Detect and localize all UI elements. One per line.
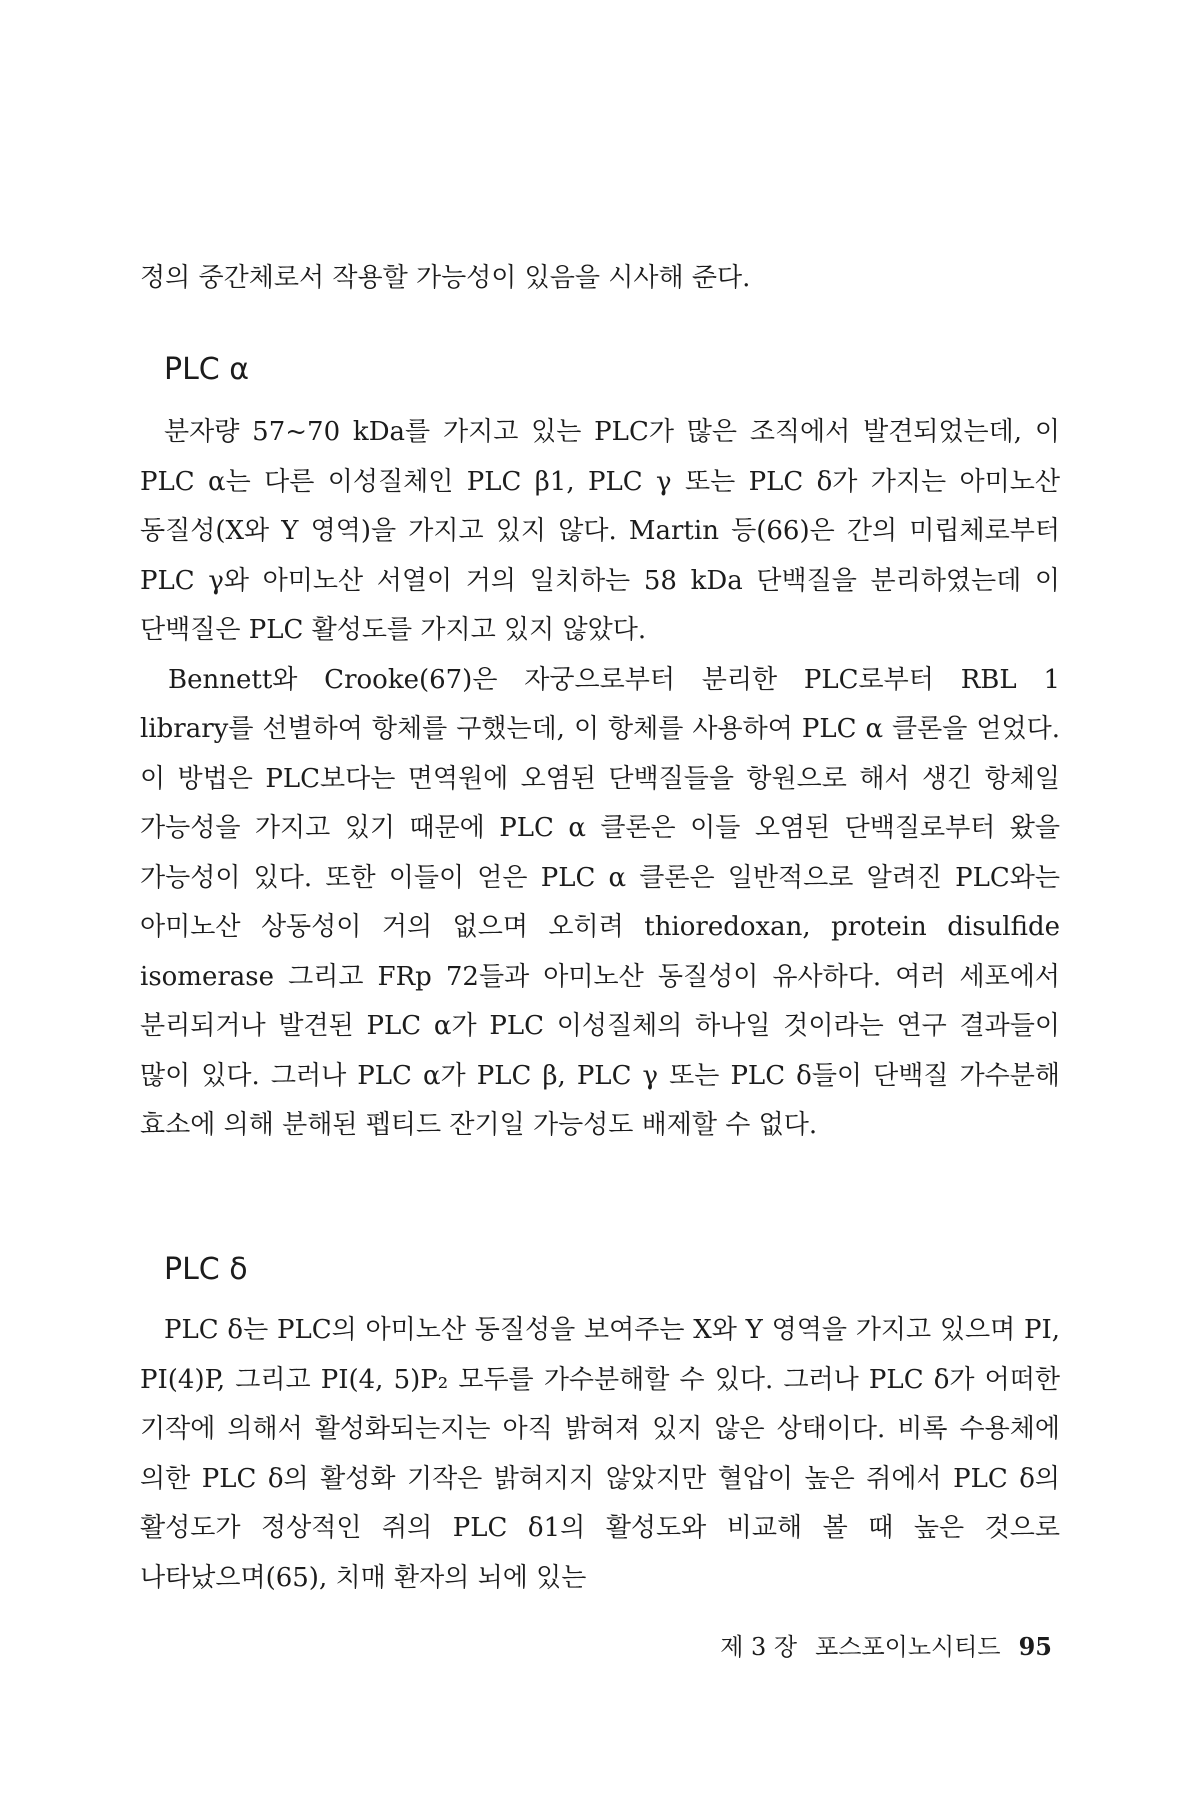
section-heading-plc-delta: PLC δ — [164, 1252, 248, 1287]
paragraph: 분자량 57~70 kDa를 가지고 있는 PLC가 많은 조직에서 발견되었는데, 이 PLC α는 다른 이성질체인 PLC β1, PLC γ 또는 PLC δ가 가지는 아미노산 동질성(X와 Y 영역)을 가지고 있지 않다. Martin 등(66)은 간의 미립체로부터 PLC γ와 아미노산 서열이 거의 일치하는 58 kDa 단백질을 분리하였는데 이 단백질은 PLC 활성도를 가지고 있지 않았다. — [140, 417, 1060, 645]
paragraph: Bennett와 Crooke(67)은 자궁으로부터 분리한 PLC로부터 RBL 1 library를 선별하여 항체를 구했는데, 이 항체를 사용하여 PLC α 클론을 얻었다. 이 방법은 PLC보다는 면역원에 오염된 단백질들을 항원으로 해서 생긴 항체일 가능성을 가지고 있기 때문에 PLC α 클론은 이들 오염된 단백질로부터 왔을 가능성이 있다. 또한 이들이 얻은 PLC α 클론은 일반적으로 알려진 PLC와는 아미노산 상동성이 거의 없으며 오히려 thioredoxan, protein disulfide isomerase 그리고 FRp 72들과 아미노산 동질성이 유사하다. 여러 세포에서 분리되거나 발견된 PLC α가 PLC 이성질체의 하나일 것이라는 연구 결과들이 많이 있다. 그러나 PLC α가 PLC β, PLC γ 또는 PLC δ들이 단백질 가수분해 효소에 의해 분해된 펩티드 잔기일 가능성도 배제할 수 없다. — [140, 664, 1060, 1140]
section-plc-alpha — [140, 408, 1060, 1151]
paragraph: PLC δ는 PLC의 아미노산 동질성을 보여주는 X와 Y 영역을 가지고 있으며 PI, PI(4)P, 그리고 PI(4, 5)P₂ 모두를 가수분해할 수 있다. 그러나 PLC δ가 어떠한 기작에 의해서 활성화되는지는 아직 밝혀져 있지 않은 상태이다. 비록 수용체에 의한 PLC δ의 활성화 기작은 밝혀지지 않았지만 혈압이 높은 쥐에서 PLC δ의 활성도가 정상적인 쥐의 PLC δ1의 활성도와 비교해 볼 때 높은 것으로 나타났으며(65), 치매 환자의 뇌에 있는 — [140, 1315, 1061, 1593]
page-footer — [720, 1630, 1052, 1664]
page-number: 95 — [1018, 1632, 1052, 1661]
section-heading-plc-alpha: PLC α — [164, 352, 250, 387]
section-plc-delta — [140, 1306, 1060, 1603]
intro-line: 정의 중간체로서 작용할 가능성이 있음을 시사해 준다. — [140, 263, 751, 293]
footer-chapter: 제 3 장 — [720, 1633, 798, 1661]
footer-title: 포스포이노시티드 — [815, 1633, 1001, 1661]
